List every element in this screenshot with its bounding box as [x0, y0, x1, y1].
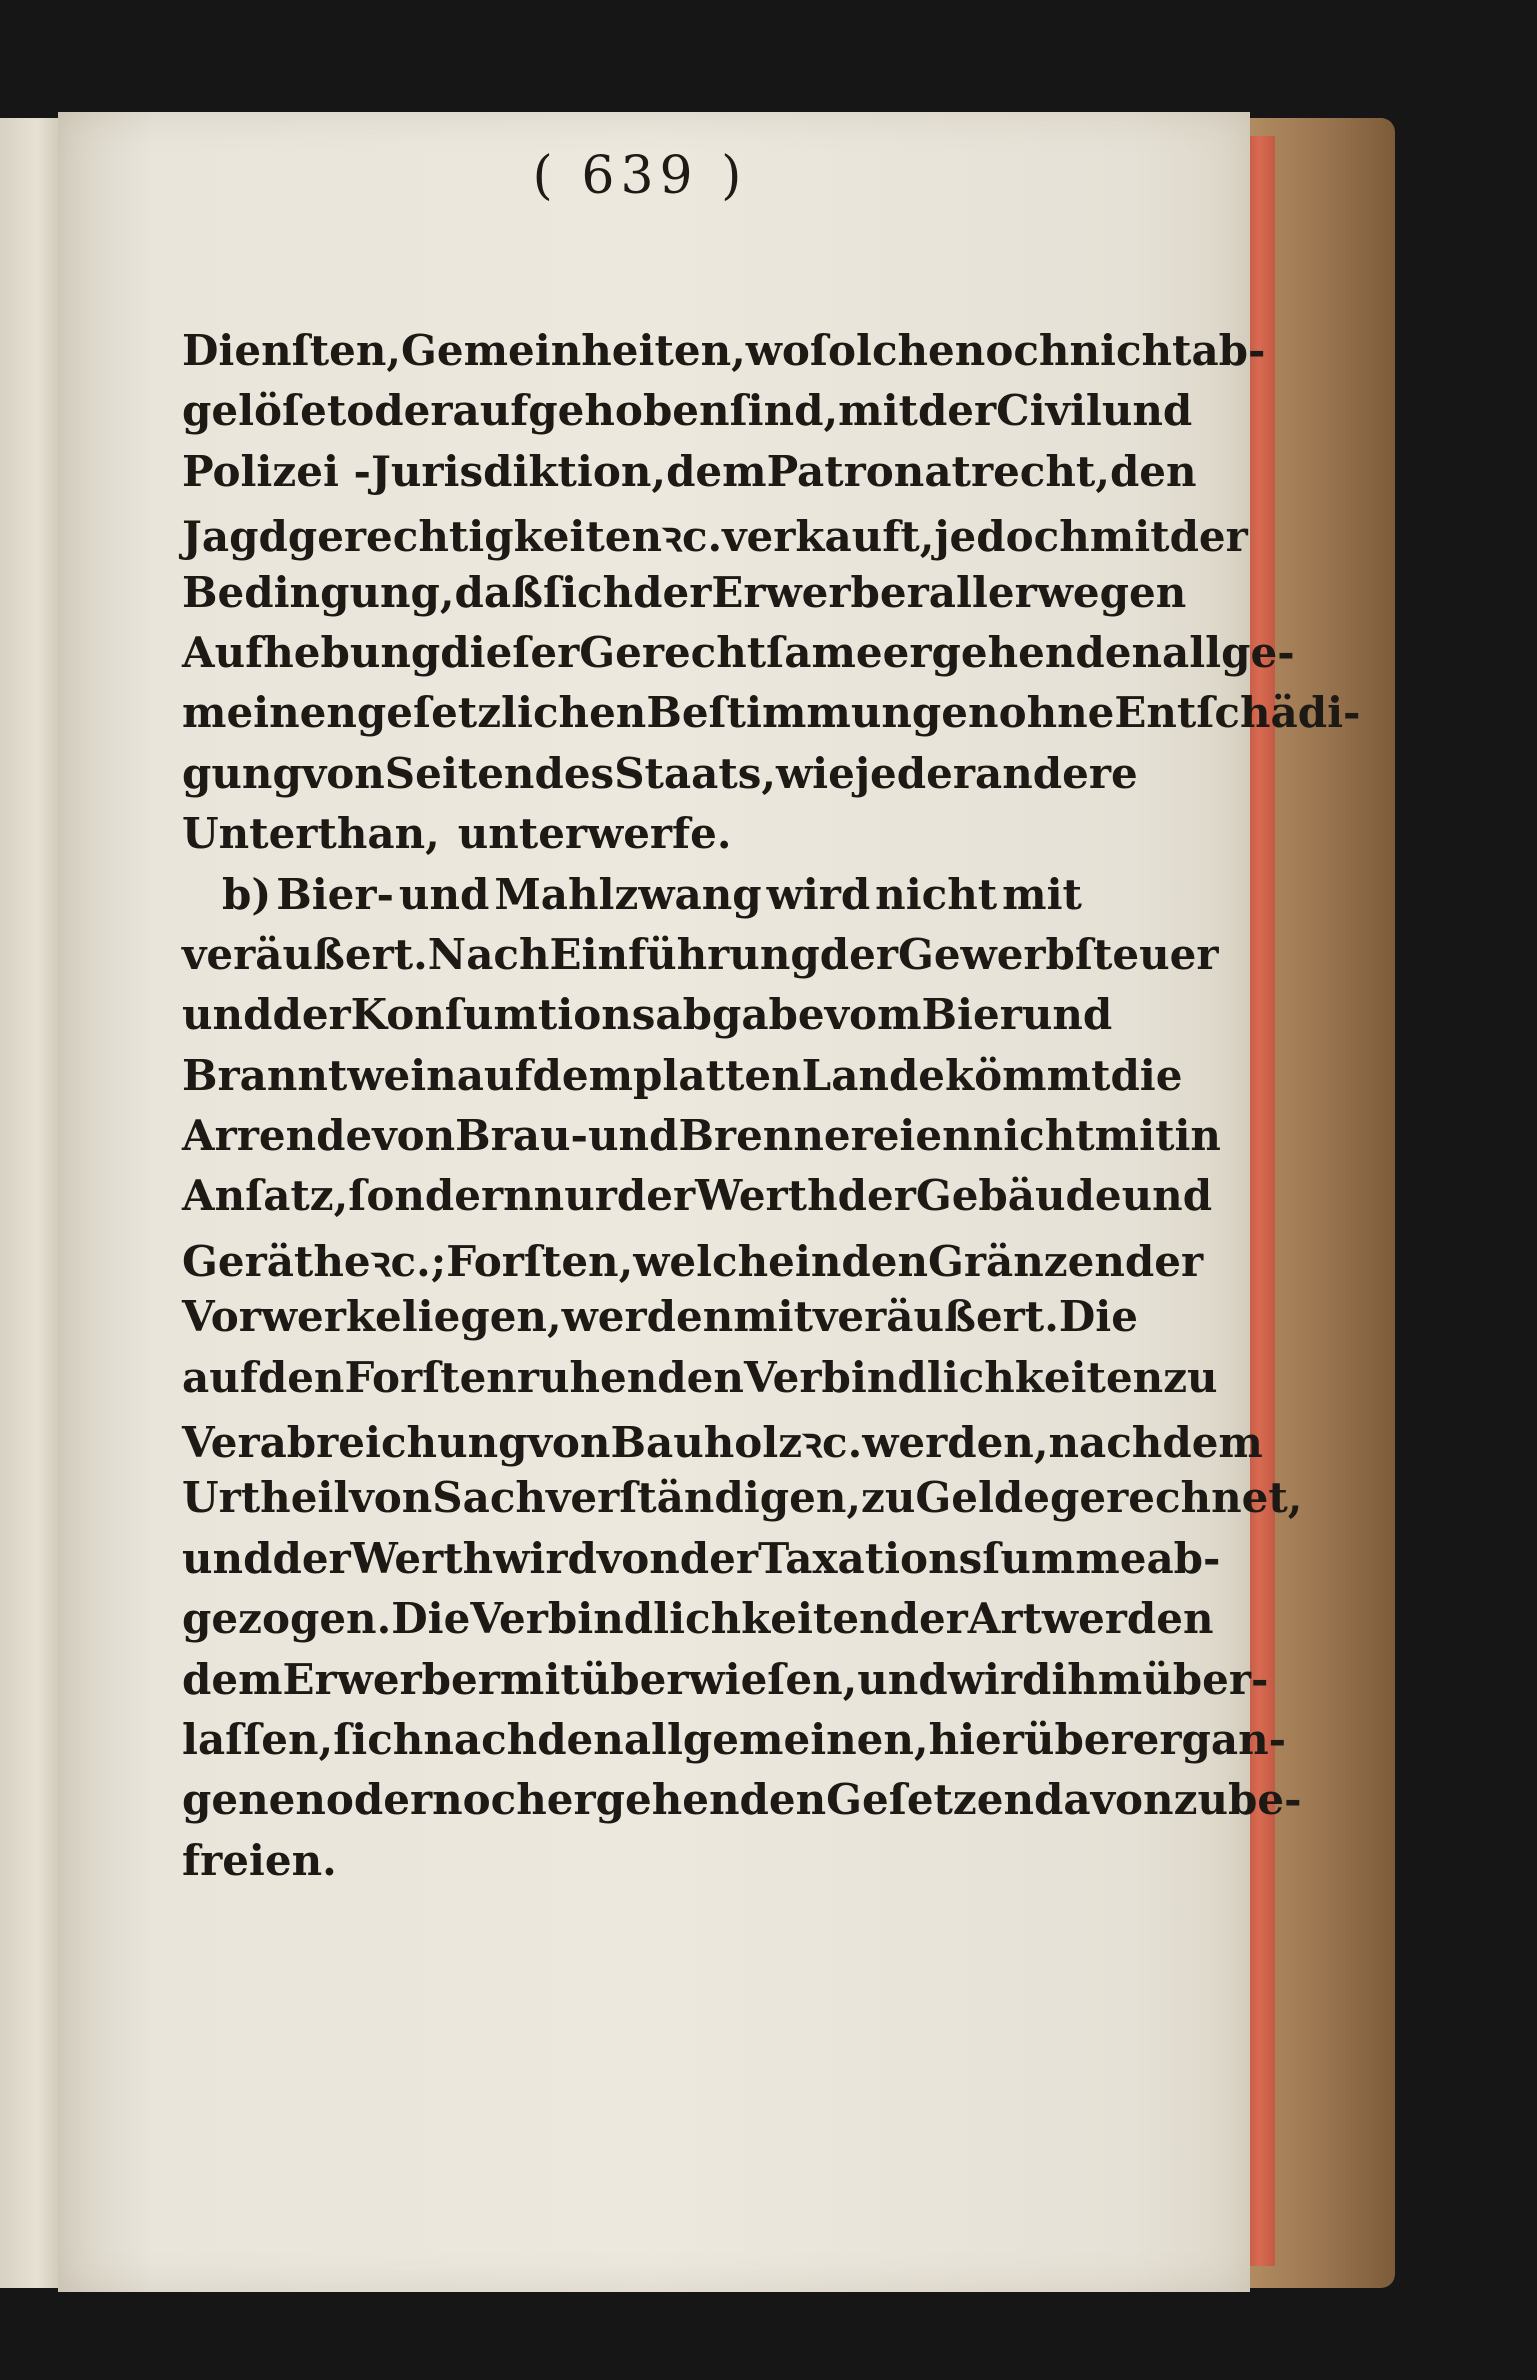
text-word: vom	[824, 990, 922, 1040]
text-word: Bedingung,	[182, 567, 455, 617]
text-word: nicht	[875, 869, 998, 919]
text-line	[182, 1171, 1213, 1231]
text-word: nach	[423, 1714, 538, 1764]
text-line	[182, 929, 1219, 990]
text-word: gezogen.	[182, 1594, 392, 1644]
text-word: Urtheil	[182, 1473, 350, 1523]
text-word: in	[794, 1236, 842, 1286]
text-word: zu	[1163, 1352, 1218, 1402]
text-word: davon	[1034, 1775, 1174, 1825]
text-line	[182, 1714, 1287, 1775]
text-word: b)	[222, 869, 272, 919]
text-word: wo	[745, 326, 810, 375]
text-word: mit	[733, 1292, 814, 1342]
text-word: Aufhebung	[182, 627, 441, 677]
text-word: Werth	[350, 1533, 494, 1583]
text-line	[182, 1111, 1221, 1171]
text-word: veräußert.	[182, 929, 428, 979]
text-word: mit	[499, 1654, 580, 1704]
text-line	[182, 1292, 1138, 1352]
text-word: der	[1169, 512, 1248, 562]
text-word: der	[272, 1533, 351, 1583]
text-word: kömmt	[945, 1050, 1111, 1100]
text-word: dem	[532, 1050, 634, 1100]
text-word: dem	[666, 446, 767, 496]
text-word: Bier	[921, 990, 1022, 1040]
text-word: werden	[1041, 1594, 1214, 1644]
text-word: Mahlzwang	[494, 869, 762, 919]
text-word: der	[837, 1171, 916, 1221]
text-word: nur	[533, 1171, 617, 1221]
text-word: die	[1110, 1050, 1183, 1100]
text-word: ꝛc.	[802, 1418, 863, 1468]
text-word: und	[182, 990, 273, 1040]
text-word: ſich	[543, 567, 634, 617]
text-word: nicht	[972, 1111, 1095, 1161]
text-word: hierüber	[928, 1714, 1133, 1764]
text-word: Forſten	[344, 1352, 517, 1402]
text-word: unterwerfe.	[457, 809, 732, 859]
text-word: über-	[1142, 1654, 1269, 1704]
text-word: allgemeinen,	[623, 1714, 929, 1764]
text-word: den	[841, 1236, 929, 1286]
text-word: andere	[975, 748, 1138, 798]
text-word: geſetzlichen	[356, 688, 647, 738]
text-line	[182, 809, 1082, 869]
text-word: wegen	[1036, 567, 1187, 617]
text-word: Geſetzen	[826, 1775, 1035, 1825]
text-word: ſondern	[348, 1171, 534, 1221]
text-word: Sachverſtändigen,	[432, 1473, 861, 1523]
text-word: und	[1101, 386, 1193, 436]
text-word: ergehenden	[882, 627, 1162, 677]
text-word: gerechnet,	[1050, 1473, 1303, 1523]
text-word: laſſen,	[182, 1714, 334, 1764]
text-word: auf	[182, 1352, 258, 1402]
text-word: jeder	[854, 748, 975, 798]
text-word: allge-	[1162, 627, 1295, 677]
text-word: ergehenden	[546, 1775, 827, 1825]
text-word: Verbindlichkeiten	[470, 1594, 890, 1644]
text-line	[182, 1654, 1269, 1715]
text-word: liegen,	[401, 1292, 562, 1342]
text-word: Konſumtionsabgabe	[350, 990, 825, 1040]
text-word: mit	[838, 386, 918, 436]
text-word: auf	[456, 1050, 533, 1100]
page-number: ( 639 )	[532, 146, 748, 206]
text-word: Gewerbſteuer	[897, 929, 1219, 979]
text-word: Civil	[996, 386, 1102, 436]
text-word: platten	[633, 1050, 802, 1100]
text-word: Nach	[427, 929, 550, 979]
text-word: der	[1124, 1236, 1204, 1286]
text-word: Anſatz,	[182, 1171, 349, 1221]
text-word: Einführung	[549, 929, 820, 979]
text-word: Bauholz	[610, 1418, 803, 1468]
text-word: ihm	[1051, 1654, 1143, 1704]
text-line	[182, 507, 1248, 567]
text-line	[182, 1836, 1082, 1896]
text-word: Gerechtſame	[579, 627, 883, 677]
text-word: ruhenden	[516, 1352, 744, 1402]
text-word: dem	[1162, 1418, 1263, 1468]
text-word: dem	[182, 1654, 283, 1704]
text-word: Unterthan,	[182, 809, 440, 859]
text-line	[182, 688, 1361, 748]
text-word: Verabreichung	[182, 1418, 528, 1468]
text-word: noch	[954, 326, 1070, 375]
text-word: mit	[1094, 1111, 1175, 1161]
text-word: Erwerber	[282, 1654, 500, 1704]
text-word: und	[857, 1654, 948, 1704]
text-word: Brennereien	[678, 1111, 973, 1161]
facing-page-edge	[0, 118, 64, 2288]
text-word: in	[1174, 1111, 1221, 1161]
text-word: ohne	[998, 688, 1115, 738]
text-word: der	[272, 990, 351, 1040]
text-line	[182, 1473, 1303, 1533]
text-line	[182, 748, 1138, 809]
text-word: aufgehoben	[452, 386, 730, 436]
text-word: be-	[1227, 1775, 1302, 1825]
text-word: den	[537, 1714, 624, 1764]
text-word: gelöſet	[182, 386, 347, 436]
text-word: Geräthe	[182, 1236, 371, 1286]
text-word: Seiten	[384, 748, 535, 798]
text-word: der	[679, 1533, 758, 1583]
text-word: ſich	[333, 1714, 424, 1764]
text-line	[182, 386, 1193, 446]
text-line	[182, 1533, 1221, 1594]
text-line	[182, 990, 1113, 1050]
text-word: von	[527, 1418, 611, 1468]
text-word: zu	[861, 1473, 916, 1523]
text-word: der	[917, 386, 997, 436]
text-word: von	[349, 1473, 433, 1523]
text-word: Gränzen	[928, 1236, 1125, 1286]
text-word: wird	[947, 1654, 1052, 1704]
text-word: Die	[391, 1594, 471, 1644]
text-word: wird	[766, 869, 871, 919]
text-word: ꝛc.;	[370, 1236, 447, 1286]
text-word: von	[372, 1111, 456, 1161]
text-word: Verbindlichkeiten	[743, 1352, 1164, 1402]
text-word: Bier-	[276, 869, 394, 919]
text-word: meinen	[182, 688, 357, 738]
text-word: den	[1109, 446, 1197, 496]
text-word: Jurisdiktion,	[370, 446, 667, 496]
text-line	[182, 1352, 1218, 1413]
text-line	[182, 446, 1197, 507]
text-word: Arrende	[182, 1111, 373, 1161]
text-word: werden,	[862, 1418, 1049, 1468]
text-line	[182, 567, 1187, 628]
text-word: ꝛc.	[662, 512, 723, 562]
text-word: und	[182, 1533, 273, 1583]
text-word: überwieſen,	[579, 1654, 858, 1704]
text-word: werden	[561, 1292, 734, 1342]
text-word: freien.	[182, 1835, 337, 1885]
text-word: Art	[967, 1594, 1042, 1644]
text-word: den	[257, 1352, 345, 1402]
text-line	[182, 1775, 1302, 1835]
text-word: von	[301, 748, 385, 798]
text-word: veräußert.	[813, 1292, 1059, 1342]
text-word: und	[1121, 1171, 1213, 1221]
text-word: Brau-	[455, 1111, 588, 1161]
text-word: mit	[1089, 512, 1170, 562]
text-word: Die	[1058, 1292, 1138, 1342]
text-word: der	[633, 567, 712, 617]
text-word: ab-	[1191, 326, 1266, 375]
text-word: ab-	[1146, 1533, 1221, 1583]
text-word: welche	[633, 1236, 795, 1286]
text-word: Dienſten,	[182, 326, 401, 375]
text-word: Jagdgerechtigkeiten	[182, 512, 663, 562]
text-word: Patronatrecht,	[766, 446, 1110, 496]
text-word: von	[596, 1533, 680, 1583]
text-word: dieſer	[440, 627, 580, 677]
text-word: gung	[182, 748, 302, 798]
text-word: nicht	[1069, 326, 1192, 375]
text-word: Gelde	[915, 1473, 1051, 1523]
text-word: oder	[325, 1775, 433, 1825]
text-word: Lande	[801, 1050, 946, 1100]
text-word: der	[616, 1171, 696, 1221]
text-word: Beſtimmungen	[646, 688, 999, 738]
text-word: und	[398, 869, 490, 919]
text-line	[182, 1413, 1263, 1473]
page-text	[182, 326, 1361, 1896]
text-word: Taxationsſumme	[758, 1533, 1147, 1583]
text-word: wie	[776, 748, 855, 798]
text-word: ergan-	[1132, 1714, 1287, 1764]
text-word: Gebäude	[915, 1171, 1122, 1221]
text-word: Werth	[695, 1171, 838, 1221]
text-word: verkauft,	[722, 512, 935, 562]
text-word: mit	[1002, 869, 1082, 919]
text-line	[182, 627, 1295, 688]
text-line	[182, 1594, 1214, 1654]
text-line	[182, 1050, 1183, 1111]
text-word: und	[1021, 990, 1113, 1040]
text-line	[182, 1232, 1204, 1292]
text-word: und	[587, 1111, 679, 1161]
text-line	[182, 326, 1266, 386]
text-word: aller	[928, 567, 1037, 617]
text-word: Vorwerke	[182, 1292, 402, 1342]
text-word: daß	[454, 567, 544, 617]
text-word: oder	[346, 386, 453, 436]
text-word: nach	[1048, 1418, 1163, 1468]
text-word: jedoch	[934, 512, 1090, 562]
text-word: der	[819, 929, 898, 979]
text-word: Staats,	[614, 748, 777, 798]
text-word: Gemeinheiten,	[400, 326, 746, 375]
text-line	[182, 870, 1082, 930]
text-word: Forſten,	[446, 1236, 634, 1286]
text-word: zu	[1173, 1775, 1228, 1825]
text-word: ſind,	[729, 386, 839, 436]
text-word: wird	[493, 1533, 597, 1583]
text-word: Entſchädi-	[1114, 688, 1361, 738]
text-word: Branntwein	[182, 1050, 457, 1100]
text-word: der	[889, 1594, 968, 1644]
text-word: Erwerber	[711, 567, 929, 617]
text-word: des	[534, 748, 615, 798]
text-word: genen	[182, 1775, 326, 1825]
text-word: Polizei -	[182, 446, 371, 496]
text-word: noch	[432, 1775, 547, 1825]
text-word: ſolche	[809, 326, 955, 375]
